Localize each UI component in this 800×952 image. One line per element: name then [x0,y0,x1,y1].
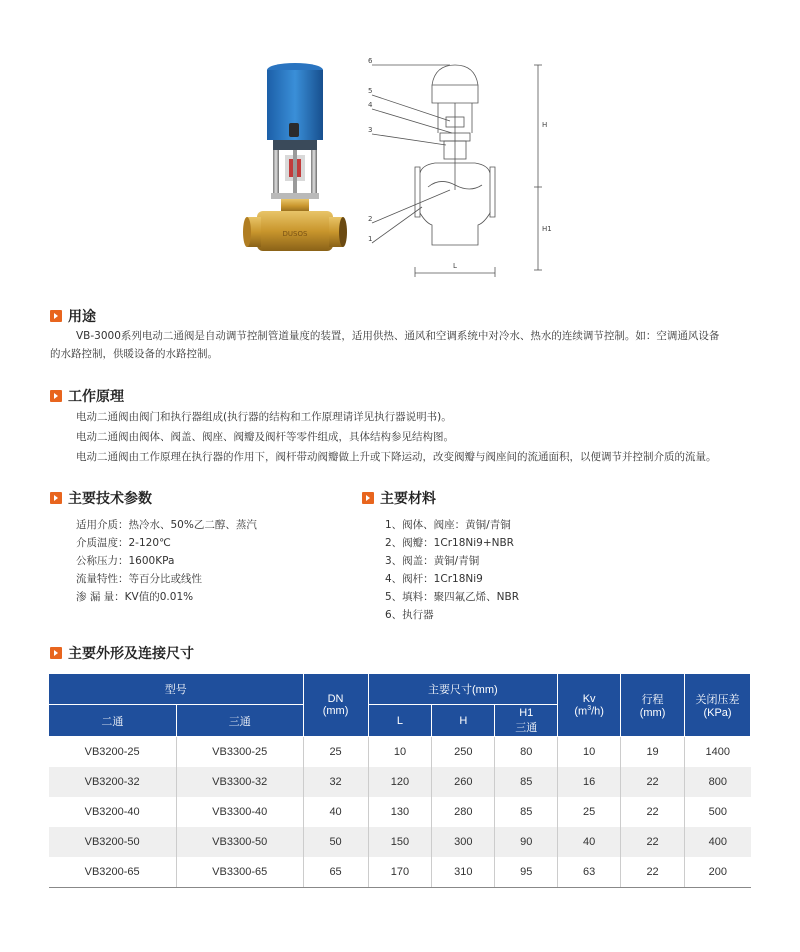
principle-title: 工作原理 [50,386,124,406]
table-cell: VB3300-40 [176,797,303,827]
table-row [49,857,751,888]
callout-4: 4 [368,101,373,109]
table-cell: 500 [685,797,751,827]
table-cell: 22 [621,857,685,888]
table-cell: 170 [368,857,432,888]
table-cell: VB3300-65 [176,857,303,888]
table-cell: 22 [621,797,685,827]
header-H1: H1 三通 [495,705,558,737]
table-cell: VB3300-25 [176,737,303,768]
principle-line: 电动二通阀由阀门和执行器组成(执行器的结构和工作原理请详见执行器说明书)。 [76,411,452,423]
dimensions-table [48,673,751,888]
table-cell: 40 [558,827,621,857]
table-cell: VB3200-40 [49,797,177,827]
table-cell: 85 [495,767,558,797]
arrow-icon [50,492,62,504]
callout-2: 2 [368,215,373,223]
header-dn: DN (mm) [303,674,368,737]
tech-param-item: 介质温度：2-120℃ [76,537,171,549]
brand-text: DUSOS [282,230,308,238]
table-cell: 130 [368,797,432,827]
table-row [49,797,751,827]
header-three-way: 三通 [176,705,303,737]
table-cell: VB3300-32 [176,767,303,797]
header-close-pressure: 关闭压差 (KPa) [685,674,751,737]
table-cell: 25 [303,737,368,768]
table-cell: 32 [303,767,368,797]
table-cell: 120 [368,767,432,797]
usage-line-1: VB-3000系列电动二通阀是自动调节控制管道量度的装置，适用供热、通风和空调系统中对冷水、热水的连续调节控制。如：空调通风设备 [76,330,720,342]
table-cell: 200 [685,857,751,888]
table-row [49,827,751,857]
table-cell: 40 [303,797,368,827]
material-item: 2、阀瓣：1Cr18Ni9+NBR [385,537,514,549]
tech-param-item: 公称压力：1600KPa [76,555,175,567]
structure-diagram [360,55,560,285]
table-cell: VB3200-65 [49,857,177,888]
product-photo [225,55,365,275]
table-cell: 280 [432,797,495,827]
table-cell: 300 [432,827,495,857]
table-row [49,767,751,797]
material-item: 5、填料：聚四氟乙烯、NBR [385,591,520,603]
callout-1: 1 [368,235,373,243]
material-item: 6、执行器 [385,609,434,621]
table-cell: 19 [621,737,685,768]
header-stroke: 行程 (mm) [621,674,685,737]
table-cell: 310 [432,857,495,888]
table-cell: VB3200-25 [49,737,177,768]
dimensions-title: 主要外形及连接尺寸 [50,643,194,663]
table-cell: 400 [685,827,751,857]
dim-H: H [542,121,548,129]
callout-3: 3 [368,126,373,134]
principle-line: 电动二通阀由阀体、阀盖、阀座、阀瓣及阀杆等零件组成，具体结构参见结构图。 [76,431,454,443]
arrow-icon [362,492,374,504]
header-L: L [368,705,432,737]
table-cell: VB3200-50 [49,827,177,857]
header-main-dims: 主要尺寸(mm) [368,674,558,705]
dim-L: L [453,262,457,270]
callout-6: 6 [368,57,373,65]
table-cell: 50 [303,827,368,857]
table-cell: 90 [495,827,558,857]
table-cell: 63 [558,857,621,888]
arrow-icon [50,310,62,322]
header-H: H [432,705,495,737]
principle-line: 电动二通阀由工作原理在执行器的作用下，阀杆带动阀瓣做上升或下降运动，改变阀瓣与阀座间的流通面积，以便调节并控制介质的流量。 [76,451,717,463]
material-item: 1、阀体、阀座：黄铜/青铜 [385,519,511,531]
usage-line-2: 的水路控制，供暖设备的水路控制。 [50,348,218,360]
materials-title: 主要材料 [362,488,436,508]
arrow-icon [50,390,62,402]
table-cell: 65 [303,857,368,888]
tech-param-item: 适用介质：热冷水、50%乙二醇、蒸汽 [76,519,257,531]
material-item: 4、阀杆：1Cr18Ni9 [385,573,483,585]
table-cell: 16 [558,767,621,797]
table-cell: 10 [558,737,621,768]
tech-param-item: 渗 漏 量：KV值的0.01% [76,591,194,603]
dim-H1: H1 [542,225,552,233]
table-row [49,737,751,768]
header-model: 型号 [49,674,304,705]
table-cell: 260 [432,767,495,797]
table-cell: VB3300-50 [176,827,303,857]
table-cell: 1400 [685,737,751,768]
tech-param-item: 流量特性：等百分比或线性 [76,573,202,585]
table-cell: VB3200-32 [49,767,177,797]
tech-params-title: 主要技术参数 [50,488,152,508]
table-cell: 95 [495,857,558,888]
table-cell: 25 [558,797,621,827]
material-item: 3、阀盖：黄铜/青铜 [385,555,480,567]
arrow-icon [50,647,62,659]
callout-5: 5 [368,87,373,95]
table-cell: 22 [621,827,685,857]
table-cell: 800 [685,767,751,797]
header-kv: Kv $(m^3/h)$ [558,674,621,737]
table-cell: 80 [495,737,558,768]
table-cell: 250 [432,737,495,768]
table-cell: 85 [495,797,558,827]
usage-title: 用途 [50,306,96,326]
table-cell: 22 [621,767,685,797]
table-cell: 150 [368,827,432,857]
header-two-way: 二通 [49,705,177,737]
table-cell: 10 [368,737,432,768]
